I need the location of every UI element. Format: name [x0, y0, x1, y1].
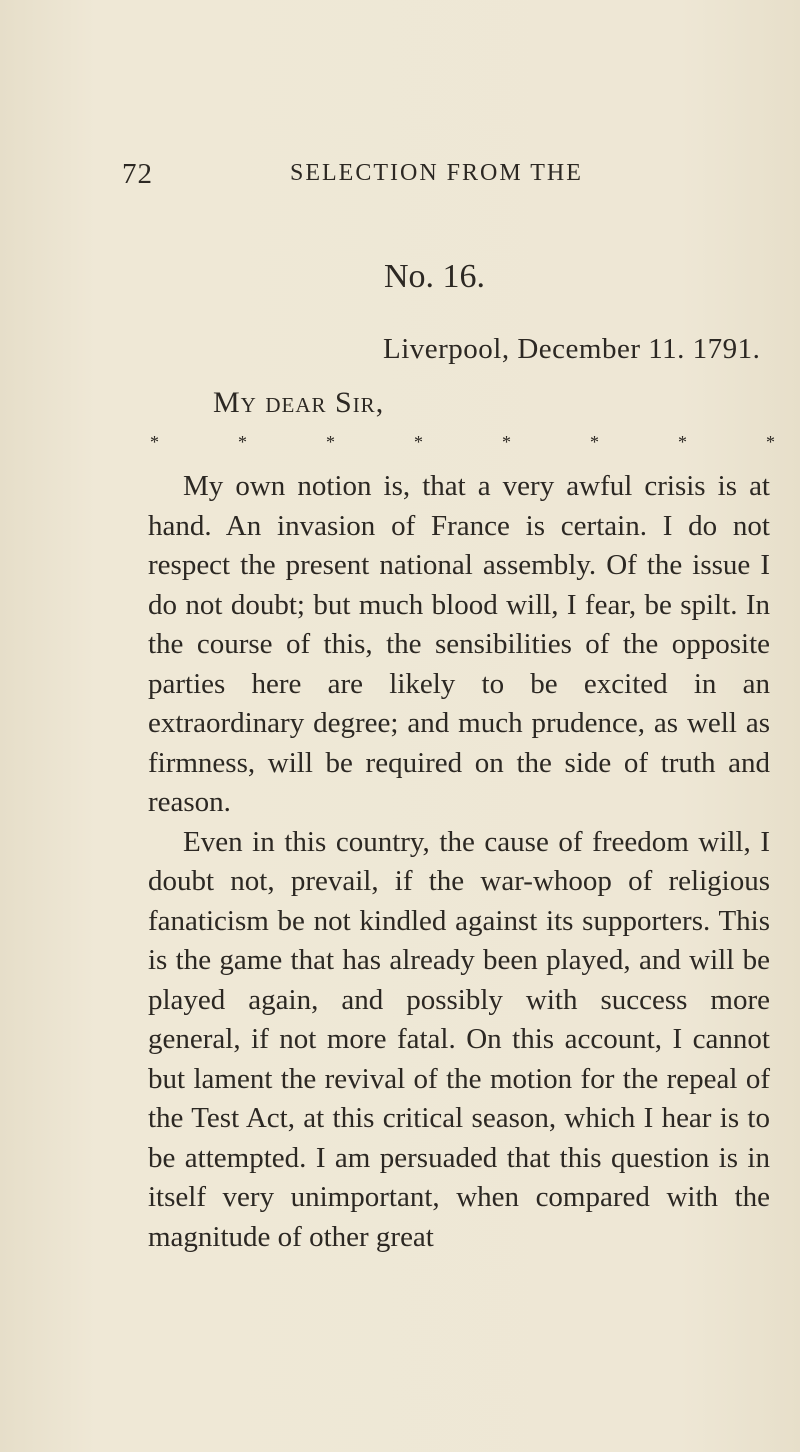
asterism: * [678, 432, 687, 452]
asterism: * [326, 432, 335, 452]
asterism-row [150, 432, 775, 453]
asterism: * [150, 432, 159, 452]
body-paragraph: My own notion is, that a very awful crisis is at hand. An invasion of France is certain. I do not respect the present national assembly. Of the issue I do not doubt; but much blood will, I fear, be spilt. In the course of this, the sensibilities of the opposite parties here are likely to be excited in an extraordinary degree; and much prudence, as well as firmness, will be required on the side of truth and reason. [148, 470, 770, 818]
letter-salutation: My dear Sir, [213, 386, 385, 419]
letter-body [148, 467, 770, 1257]
letter-number: No. 16. [384, 258, 486, 295]
asterism: * [502, 432, 511, 452]
page-header [122, 158, 642, 198]
asterism: * [590, 432, 599, 452]
running-head: SELECTION FROM THE [290, 160, 583, 186]
page-number: 72 [122, 158, 153, 190]
asterism: * [238, 432, 247, 452]
asterism: * [414, 432, 423, 452]
asterism: * [766, 432, 775, 452]
letter-dateline: Liverpool, December 11. 1791. [383, 333, 761, 365]
body-paragraph: Even in this country, the cause of freedom will, I doubt not, prevail, if the war-whoop of religious fanaticism be not kindled against its supporters. This is the game that has already been played, and will be played again, and possibly with success more general, if not more fatal. On this account, I cannot but lament the revival of the motion for the repeal of the Test Act, at this critical season, which I hear is to be attempted. I am persuaded that this question is in itself very unimportant, when compared with the magnitude of other great [148, 825, 770, 1253]
